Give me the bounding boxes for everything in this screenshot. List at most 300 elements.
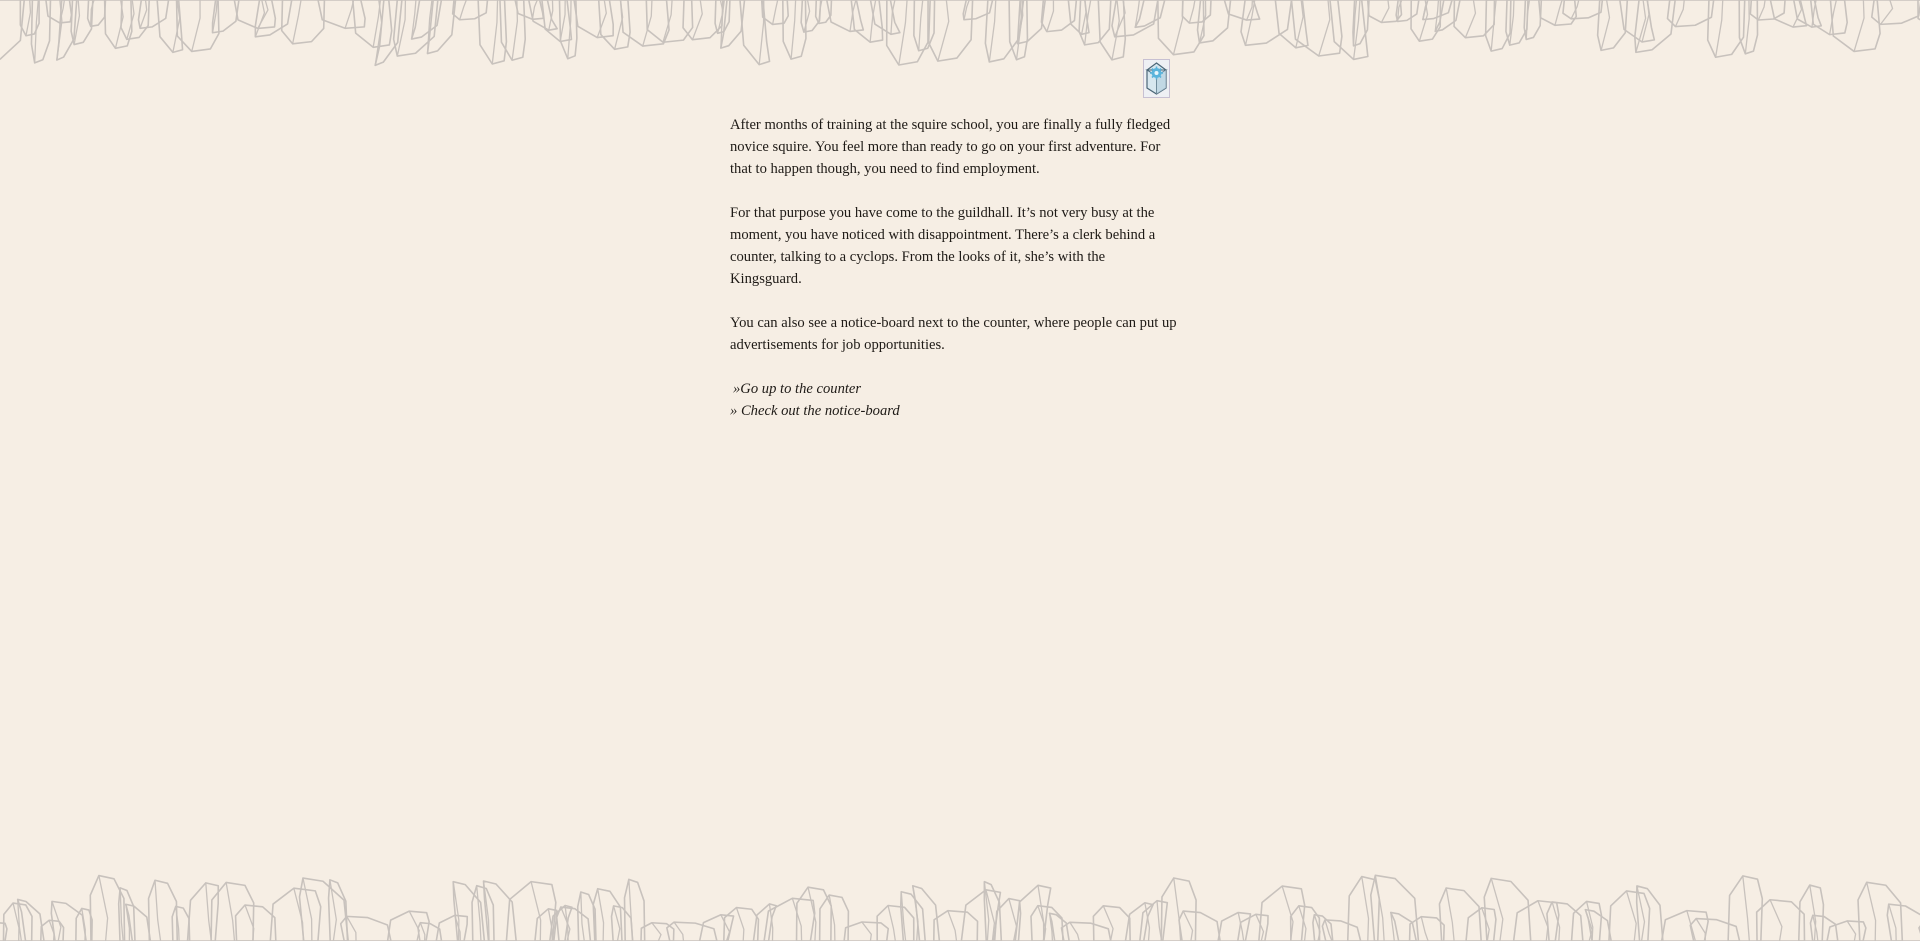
crystal-shape [1348, 877, 1380, 941]
crystal-facet [643, 0, 652, 46]
crystal-facet [1745, 0, 1749, 54]
crystal-facet [512, 0, 517, 60]
crystal-shape [625, 879, 645, 941]
crystal-facet [453, 882, 459, 941]
crystal-facet [1354, 0, 1357, 46]
crystal-facet [1391, 912, 1395, 941]
crystal-shape [1830, 0, 1880, 51]
crystal-facet [347, 916, 356, 941]
crystal-shape [1585, 910, 1611, 941]
crystal-shape [1291, 906, 1320, 941]
bottom-crystal-border [0, 869, 1920, 941]
crystal-facet [1770, 900, 1782, 941]
crystal-shape [329, 880, 348, 941]
crystal-shape [913, 886, 940, 941]
choice-label: Go up to the counter [740, 381, 862, 397]
crystal-shape [542, 0, 572, 42]
crystal-shape [797, 887, 832, 941]
crystal-facet [1435, 0, 1438, 31]
crystal-shape [934, 911, 978, 941]
crystal-facet [82, 908, 85, 941]
crystal-shape [877, 906, 914, 941]
crystal-facet [213, 0, 218, 33]
crystal-facet [829, 895, 835, 941]
crystal-shape [1757, 900, 1805, 941]
crystal-facet [427, 0, 431, 54]
crystal-facet [1758, 0, 1765, 20]
crystal-facet [477, 886, 481, 941]
choice-marker: » [733, 381, 741, 397]
crystal-facet [1362, 877, 1369, 941]
crystal-facet [791, 0, 796, 59]
crystal-facet [989, 0, 995, 62]
crystal-shape [1739, 0, 1757, 54]
crystal-facet [986, 890, 994, 941]
crystal-facet [35, 0, 39, 63]
crystal-shape [1598, 0, 1628, 50]
crystal-shape [1238, 914, 1268, 941]
crystal-shape [683, 0, 723, 40]
crystal-facet [1552, 902, 1560, 941]
crystal-facet [1555, 0, 1562, 25]
crystal-facet [1423, 0, 1428, 20]
crystal-shape [715, 0, 730, 33]
crystal-facet [1038, 885, 1044, 941]
crystal-facet [1637, 886, 1645, 941]
crystal-shape [76, 908, 92, 941]
crystal-facet [1047, 0, 1054, 32]
crystal-facet [192, 0, 200, 51]
crystal-facet [808, 887, 816, 941]
crystal-shape [1068, 0, 1089, 34]
crystal-facet [176, 906, 179, 941]
crystal-shape [1872, 0, 1920, 24]
crystal-shape [119, 888, 135, 941]
crystal-shape [1291, 0, 1341, 56]
crystal-shape [1041, 0, 1076, 32]
crystal-shape [816, 0, 832, 23]
crystal-shape [1410, 917, 1445, 941]
crystal-facet [938, 0, 949, 61]
crystal-shape [51, 901, 86, 941]
crystal-shape [887, 0, 928, 65]
crystal-shape [827, 0, 864, 31]
crystal-facet [948, 911, 957, 941]
crystal-shape [1182, 0, 1211, 23]
crystal-shape [851, 0, 882, 42]
crystal-facet [984, 882, 988, 941]
crystal-shape [394, 0, 438, 56]
crystal-facet [792, 898, 801, 941]
crystal-shape [0, 922, 7, 941]
crystal-facet [375, 0, 381, 65]
crystal-facet [91, 0, 94, 26]
crystal-shape [1158, 0, 1204, 55]
crystal-shape [740, 0, 770, 65]
crystal-shape [126, 904, 151, 941]
crystal-shape [1322, 920, 1360, 941]
crystal-facet [629, 879, 633, 941]
crystal-shape [1009, 0, 1027, 60]
crystal-facet [1601, 0, 1609, 50]
crystal-facet [1830, 0, 1837, 35]
crystal-facet [1813, 915, 1818, 941]
crystal-shape [599, 0, 630, 49]
crystal-facet [1296, 0, 1303, 48]
crystal-facet [919, 0, 923, 51]
crystal-facet [245, 905, 254, 941]
crystal-shape [667, 922, 717, 941]
crystal-facet [718, 0, 723, 33]
crystal-shape [1708, 0, 1745, 57]
crystal-shape [801, 0, 821, 32]
crystal-shape [1547, 902, 1583, 941]
crystal-shape [236, 905, 276, 941]
crystal-facet [692, 0, 702, 40]
crystal-shape [3, 903, 32, 941]
crystal-facet [455, 915, 461, 941]
crystal-shape [1858, 882, 1902, 941]
crystal-shape [472, 886, 494, 941]
crystal-facet [1112, 0, 1119, 60]
crystal-facet [888, 906, 895, 941]
crystal-facet [1381, 0, 1388, 22]
crystal-shape [1728, 876, 1762, 941]
crystal-facet [1571, 0, 1579, 19]
choice-marker: » [730, 403, 741, 419]
crystal-shape [46, 0, 72, 23]
crystal-facet [721, 915, 730, 941]
story-paragraph: You can also see a notice-board next to the counter, where people can put up advertisements for job opportunities. [730, 315, 1177, 353]
crystal-facet [615, 0, 623, 49]
crystal-facet [1085, 0, 1091, 45]
crystal-facet [155, 880, 161, 941]
crystal-facet [1538, 901, 1548, 941]
crystal-facet [1587, 901, 1593, 941]
choice-go-to-counter[interactable] [730, 378, 1180, 400]
crystal-facet [1889, 904, 1896, 941]
crystal-shape [612, 906, 633, 941]
crystal-shape [1466, 908, 1496, 941]
crystal-shape [299, 878, 348, 941]
crystal-facet [1183, 911, 1192, 941]
crystal-shape [574, 0, 613, 38]
crystal-facet [1282, 886, 1293, 941]
crystal-facet [1135, 0, 1139, 27]
crystal-shape [550, 905, 572, 941]
crystal-shape [138, 0, 168, 28]
crystal-facet [1793, 0, 1802, 27]
crystal-shape [484, 881, 517, 941]
crystal-shape [871, 0, 900, 34]
crystal-shape [1313, 915, 1333, 941]
crystal-shape [535, 909, 557, 941]
crystal-shape [1572, 901, 1602, 941]
crystal-shape [844, 922, 888, 941]
crystal-shape [1198, 0, 1231, 43]
crystal-facet [769, 904, 772, 941]
crystal-shape [453, 882, 484, 941]
crystal-facet [1743, 876, 1750, 941]
crystal-facet [1319, 0, 1330, 56]
crystal-shape [1637, 886, 1663, 941]
crystal-shape [1563, 0, 1602, 19]
crystal-shape [1353, 0, 1369, 46]
crystal-facet [1314, 915, 1320, 941]
crystal-facet [1199, 0, 1205, 43]
crystal-facet [548, 909, 552, 941]
crystal-shape [1161, 878, 1196, 941]
crystal-facet [373, 0, 380, 47]
crystal-shape [234, 0, 275, 28]
crystal-shape [1506, 0, 1528, 45]
crystal-facet [1256, 914, 1264, 941]
crystal-facet [531, 882, 541, 941]
crystal-facet [1810, 885, 1816, 941]
crystal-facet [1419, 0, 1427, 41]
crystal-shape [1539, 0, 1576, 25]
crystal-shape [557, 907, 591, 941]
crystal-facet [294, 888, 304, 941]
crystal-shape [418, 923, 441, 941]
crystal-facet [1626, 891, 1636, 941]
crystal-shape [1770, 0, 1806, 27]
crystal-facet [1070, 922, 1079, 941]
crystal-facet [1465, 0, 1475, 38]
crystal-shape [1484, 878, 1530, 941]
crystal-facet [1247, 0, 1253, 20]
crystal-facet [484, 881, 490, 941]
crystal-facet [303, 878, 312, 941]
crystal-facet [862, 922, 871, 941]
crystal-shape [255, 0, 291, 37]
crystal-facet [560, 0, 565, 42]
crystal-facet [206, 883, 212, 941]
crystal-shape [213, 0, 239, 33]
crystal-shape [177, 0, 219, 51]
crystal-facet [1174, 878, 1181, 941]
crystal-shape [1050, 913, 1070, 941]
crystal-shape [1135, 0, 1164, 27]
crystal-shape [1439, 888, 1481, 941]
crystal-shape [963, 0, 992, 20]
crystal-shape [721, 0, 745, 48]
crystal-shape [1140, 901, 1167, 941]
crystal-shape [764, 898, 815, 941]
crystal-shape [1179, 911, 1220, 941]
crystal-shape [641, 923, 674, 941]
crystal-shape [1396, 0, 1419, 21]
crystal-facet [597, 0, 606, 38]
crystal-shape [901, 892, 925, 941]
crystal-shape [1799, 885, 1824, 941]
crystal-facet [1103, 906, 1113, 941]
crystal-shape [1635, 0, 1675, 52]
choice-label: Check out the notice-board [740, 403, 900, 419]
crystal-facet [99, 876, 108, 941]
crystal-shape [500, 0, 525, 60]
crystal-shape [149, 880, 178, 941]
crystal-facet [345, 0, 354, 28]
crystal-facet [1038, 906, 1046, 941]
crystal-facet [1173, 0, 1182, 55]
crystal-shape [700, 915, 734, 941]
crystal-shape [1093, 906, 1130, 941]
crystal-shape [1411, 0, 1440, 41]
crystal-shape [1098, 0, 1125, 60]
crystal-facet [140, 0, 147, 28]
crystal-gear-icon [1144, 60, 1169, 97]
crystal-shape [436, 915, 467, 941]
crystal-facet [1867, 882, 1876, 941]
crystal-facet [663, 0, 672, 42]
crystal-facet [913, 886, 918, 941]
crystal-facet [901, 892, 905, 941]
crystal-facet [1050, 913, 1053, 941]
crystal-shape [1662, 911, 1708, 941]
crystal-facet [13, 903, 19, 941]
crystal-shape [1218, 913, 1250, 941]
crystal-shape [515, 0, 543, 19]
crystal-facet [850, 0, 856, 31]
crystal-facet [736, 908, 743, 941]
crystal-facet [1238, 913, 1243, 941]
crystal-facet [561, 907, 570, 941]
crystal-facet [1491, 0, 1496, 51]
crystal-shape [1794, 0, 1822, 27]
crystal-shape [506, 882, 555, 941]
crystal-facet [652, 923, 661, 941]
crystal-shape [318, 0, 365, 28]
crystal-shape [578, 892, 596, 941]
crystal-facet [1245, 0, 1254, 45]
crystal-shape [1690, 919, 1739, 941]
crystal-facet [549, 0, 553, 30]
crystal-shape [1224, 0, 1259, 20]
crystal-shape [1241, 0, 1291, 45]
crystal-facet [1398, 0, 1402, 21]
crystal-facet [674, 922, 683, 941]
crystal-shape [1620, 0, 1655, 42]
crystal-facet [1157, 901, 1162, 941]
story-paragraph: For that purpose you have come to the guildhall. It’s not very busy at the moment, you have noticed with disappointment. There’s a clerk behind a counter, talking to a cyclops. From the looks of it, she’s with the Kingsguard. [730, 205, 1156, 287]
choice-check-notice-board[interactable] [730, 400, 1180, 422]
crystal-facet [1585, 910, 1592, 941]
crystal-shape [427, 0, 455, 54]
crystal-facet [1854, 0, 1864, 51]
crystal-facet [420, 923, 424, 941]
crystal-facet [1446, 888, 1454, 941]
crystal-facet [127, 0, 134, 39]
crystal-facet [1082, 0, 1086, 34]
crystal-shape [1750, 0, 1785, 20]
crystal-shape [1827, 921, 1866, 941]
crystal-shape [453, 0, 488, 20]
crystal-shape [1330, 0, 1368, 59]
crystal-shape [559, 0, 576, 59]
crystal-facet [412, 0, 416, 39]
crystal-facet [115, 0, 123, 48]
crystal-facet [1325, 920, 1332, 941]
crystal-facet [532, 0, 537, 19]
crystal-facet [255, 0, 264, 37]
crystal-shape [914, 0, 935, 51]
crystal-shape [353, 0, 392, 47]
crystal-facet [899, 0, 907, 65]
crystal-facet [870, 0, 876, 42]
crystal-shape [478, 0, 506, 64]
crystal-facet [18, 899, 22, 941]
crystal-facet [581, 892, 584, 941]
crystal-shape [0, 0, 24, 62]
crystal-shape [929, 0, 973, 61]
crystal-facet [397, 0, 405, 56]
crystal-facet [1189, 0, 1195, 23]
crystal-shape [1454, 0, 1494, 38]
crystal-facet [173, 0, 180, 52]
crystal-shape [88, 0, 106, 26]
crystal-facet [1642, 0, 1649, 42]
crystal-facet [1675, 0, 1684, 27]
settings-button[interactable] [1143, 59, 1170, 98]
crystal-facet [1482, 908, 1489, 941]
crystal-shape [646, 0, 692, 42]
crystal-shape [985, 0, 1020, 62]
crystal-facet [1017, 0, 1022, 60]
crystal-facet [891, 0, 895, 34]
crystal-facet [1687, 911, 1696, 941]
crystal-shape [995, 899, 1021, 941]
crystal-facet [258, 0, 268, 28]
crystal-shape [375, 0, 402, 65]
crystal-shape [20, 0, 39, 36]
crystal-shape [18, 899, 44, 941]
crystal-shape [90, 876, 124, 941]
crystal-facet [1375, 875, 1384, 941]
crystal-facet [1017, 0, 1022, 44]
crystal-facet [1880, 0, 1892, 24]
crystal-shape [529, 0, 557, 30]
crystal-facet [57, 0, 62, 60]
crystal-facet [1115, 0, 1125, 37]
crystal-facet [1526, 0, 1529, 39]
crystal-facet [460, 0, 467, 20]
crystal-shape [753, 904, 776, 941]
crystal-facet [1636, 0, 1646, 52]
crystal-shape [1887, 904, 1920, 941]
crystal-facet [52, 901, 61, 941]
crystal-shape [1609, 891, 1650, 941]
crystal-facet [74, 0, 79, 45]
crystal-shape [1486, 0, 1511, 51]
story-paragraph: After months of training at the squire school, you are finally a fully fledged novice squire. You feel more than ready to go on your first adventure. For that to happen though, you need to find employment. [730, 117, 1171, 177]
crystal-facet [409, 911, 419, 941]
crystal-facet [60, 0, 65, 23]
crystal-facet [565, 905, 568, 941]
crystal-facet [1510, 0, 1514, 45]
crystal-shape [961, 890, 1000, 941]
crystal-shape [270, 888, 320, 941]
crystal-shape [1435, 0, 1460, 31]
crystal-facet [964, 0, 969, 20]
crystal-shape [1391, 912, 1416, 941]
crystal-facet [26, 0, 30, 36]
crystal-facet [804, 0, 810, 32]
crystal-facet [819, 0, 822, 23]
crystal-shape [984, 882, 1001, 941]
crystal-shape [1811, 0, 1847, 35]
crystal-shape [105, 0, 132, 48]
